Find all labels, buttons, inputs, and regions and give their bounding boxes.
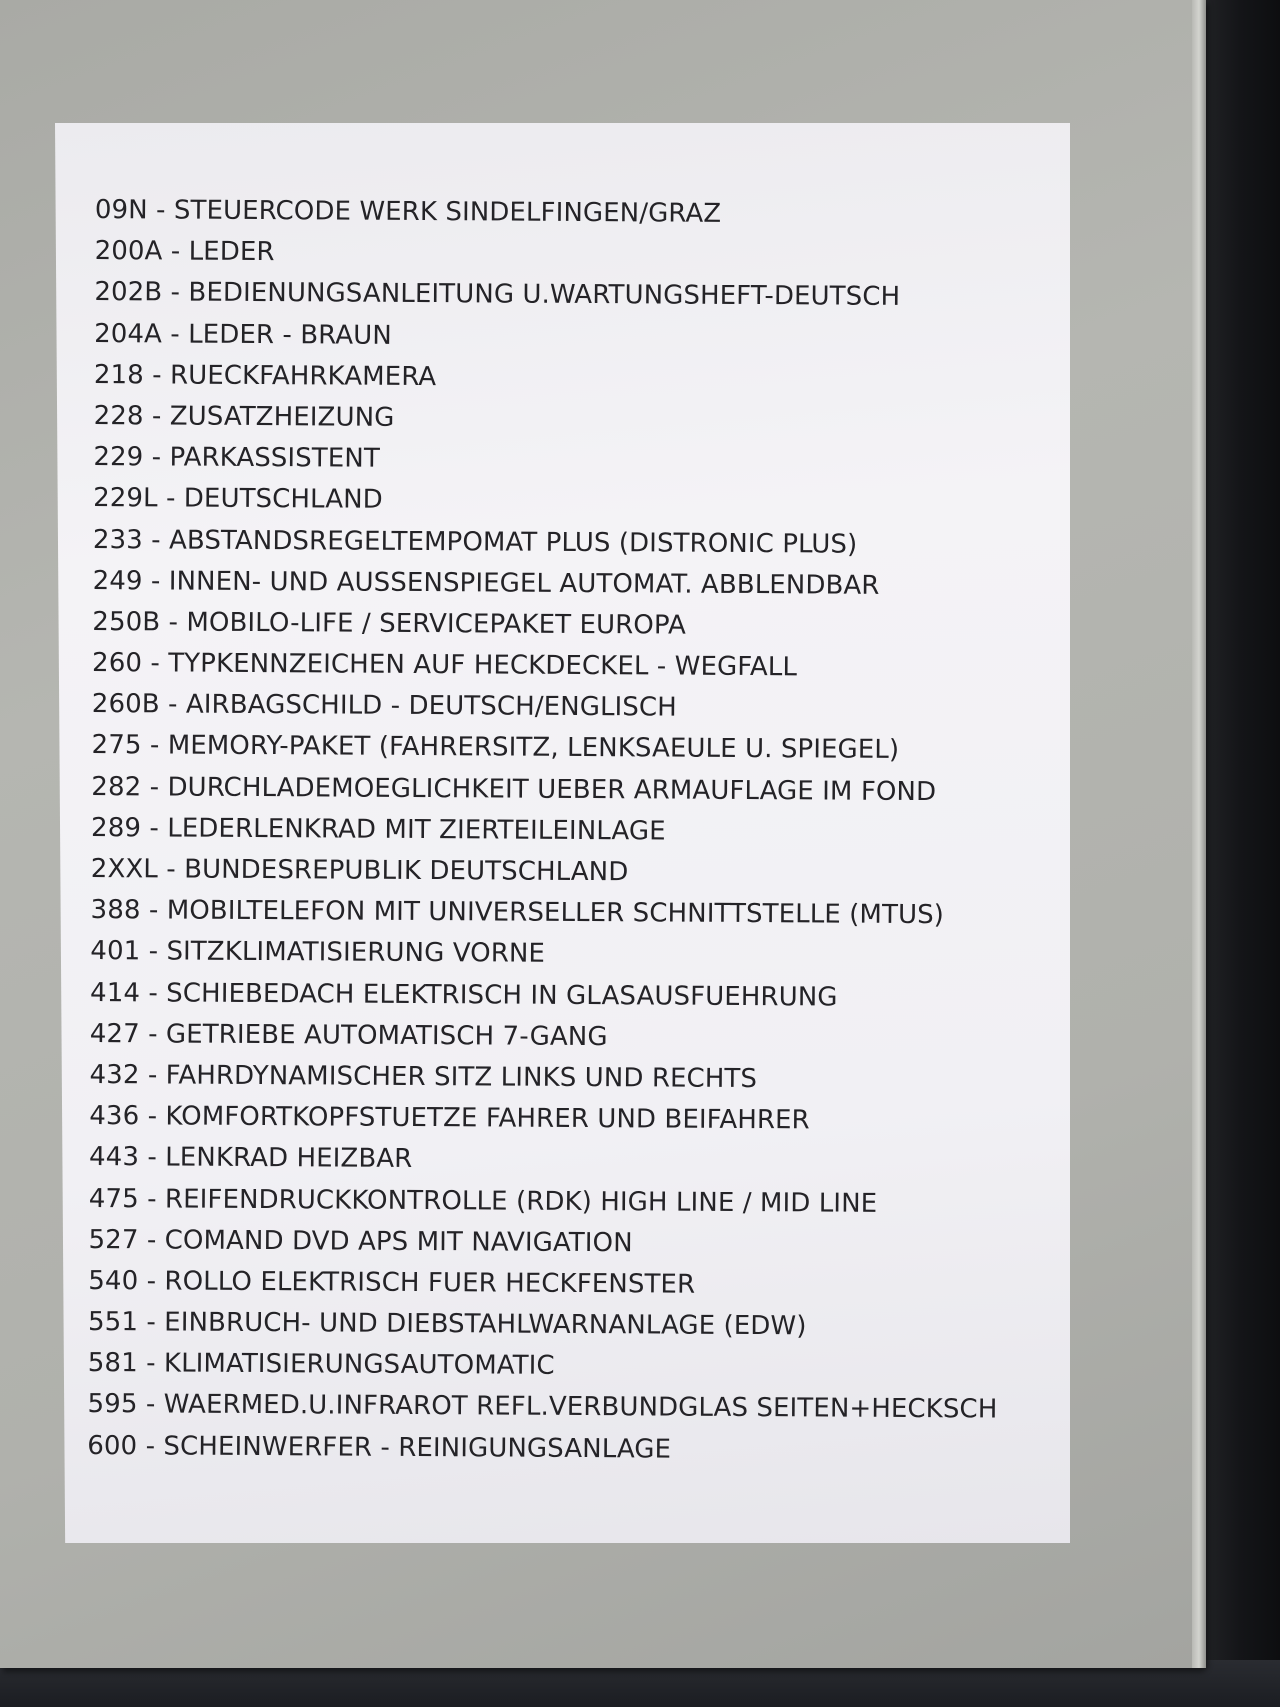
option-line: 249 - INNEN- UND AUSSENSPIEGEL AUTOMAT. ABBLENDBAR [92, 565, 880, 601]
option-line: 414 - SCHIEBEDACH ELEKTRISCH IN GLASAUSFUEHRUNG [90, 977, 838, 1013]
option-line: 09N - STEUERCODE WERK SINDELFINGEN/GRAZ [94, 194, 722, 229]
option-line: 436 - KOMFORTKOPFSTUETZE FAHRER UND BEIFAHRER [89, 1101, 810, 1136]
option-line: 229L - DEUTSCHLAND [93, 483, 383, 516]
option-line: 388 - MOBILTELEFON MIT UNIVERSELLER SCHNITTSTELLE (MTUS) [90, 895, 945, 931]
option-line: 551 - EINBRUCH- UND DIEBSTAHLWARNANLAGE (EDW) [87, 1307, 807, 1342]
option-line: 401 - SITZKLIMATISIERUNG VORNE [90, 936, 546, 970]
option-line: 229 - PARKASSISTENT [93, 442, 380, 474]
option-line: 595 - WAERMED.U.INFRAROT REFL.VERBUNDGLAS SEITEN+HECKSCH [87, 1389, 998, 1425]
option-line: 432 - FAHRDYNAMISCHER SITZ LINKS UND RECHTS [89, 1059, 758, 1094]
option-line: 2XXL - BUNDESREPUBLIK DEUTSCHLAND [90, 853, 629, 888]
option-line: 204A - LEDER - BRAUN [94, 318, 392, 351]
option-line: 443 - LENKRAD HEIZBAR [88, 1142, 413, 1175]
option-line: 228 - ZUSATZHEIZUNG [93, 400, 395, 433]
option-line: 233 - ABSTANDSREGELTEMPOMAT PLUS (DISTRONIC PLUS) [92, 524, 858, 560]
option-line: 218 - RUECKFAHRKAMERA [93, 359, 437, 392]
option-line: 581 - KLIMATISIERUNGSAUTOMATIC [87, 1348, 555, 1382]
option-line: 260B - AIRBAGSCHILD - DEUTSCH/ENGLISCH [91, 689, 677, 723]
option-line: 289 - LEDERLENKRAD MIT ZIERTEILEINLAGE [91, 812, 666, 847]
option-line: 527 - COMAND DVD APS MIT NAVIGATION [88, 1224, 633, 1258]
option-line: 600 - SCHEINWERFER - REINIGUNGSANLAGE [87, 1430, 672, 1465]
option-line: 540 - ROLLO ELEKTRISCH FUER HECKFENSTER [88, 1265, 696, 1300]
option-code-list [87, 190, 1045, 1473]
board-edge [1192, 0, 1206, 1668]
option-line: 475 - REIFENDRUCKKONTROLLE (RDK) HIGH LINE / MID LINE [88, 1183, 878, 1219]
option-line: 260 - TYPKENNZEICHEN AUF HECKDECKEL - WEGFALL [92, 648, 798, 683]
option-line: 250B - MOBILO-LIFE / SERVICEPAKET EUROPA [92, 606, 687, 641]
option-line: 275 - MEMORY-PAKET (FAHRERSITZ, LENKSAEULE U. SPIEGEL) [91, 730, 900, 766]
option-line: 200A - LEDER [94, 236, 275, 268]
option-line: 202B - BEDIENUNGSANLEITUNG U.WARTUNGSHEFT-DEUTSCH [94, 277, 901, 313]
option-line: 282 - DURCHLADEMOEGLICHKEIT UEBER ARMAUFLAGE IM FOND [91, 771, 937, 807]
option-line: 427 - GETRIEBE AUTOMATISCH 7-GANG [89, 1018, 608, 1052]
